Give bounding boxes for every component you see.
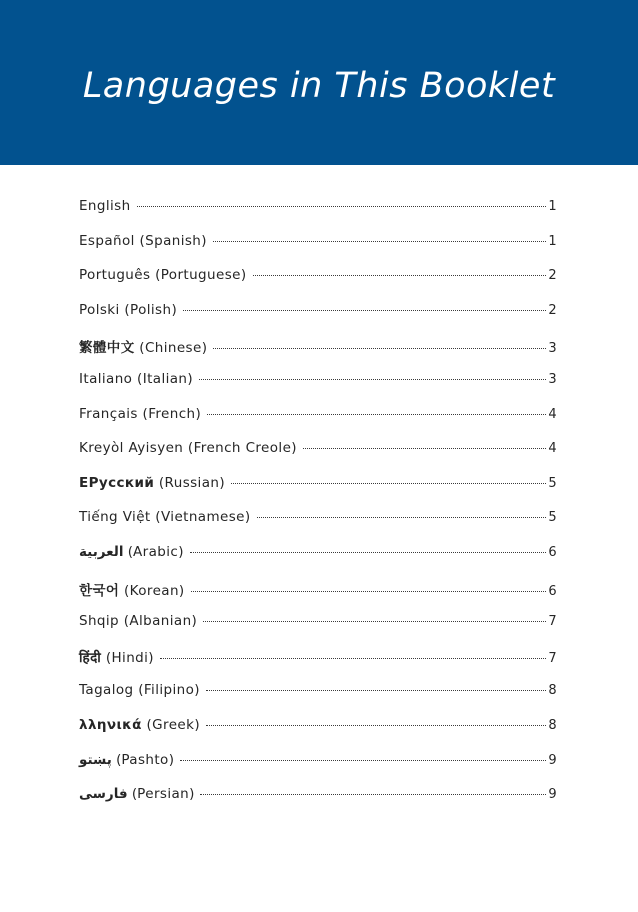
toc-entry-label: (Russian) (154, 474, 226, 491)
toc-entry-label: (Pashto) (111, 751, 174, 768)
toc-entry-label: Tiếng Việt (Vietnamese) (79, 509, 251, 526)
toc-entry-native-name: हिंदी (79, 649, 102, 666)
dot-leader (183, 310, 546, 311)
toc-entry-name (79, 752, 174, 768)
dot-leader (203, 621, 546, 622)
toc-entry-name (79, 233, 207, 249)
toc-entry[interactable] (79, 786, 557, 821)
toc-entry-native-name: 繁體中文 (79, 340, 135, 357)
toc-entry-name (79, 406, 201, 422)
dot-leader (253, 275, 547, 276)
toc-entry[interactable] (79, 717, 557, 752)
toc-entry-page-number: 8 (548, 683, 557, 699)
toc-entry-label: (Persian) (127, 786, 195, 803)
page-title: Languages in This Booklet (82, 66, 556, 106)
toc-entry[interactable] (79, 544, 557, 579)
dot-leader (213, 348, 546, 349)
toc-entry-label: (Korean) (119, 582, 185, 599)
toc-entry-name (79, 475, 225, 491)
dot-leader (190, 552, 547, 553)
dot-leader (257, 517, 547, 518)
toc-entry[interactable] (79, 579, 557, 614)
toc-entry-label: Kreyòl Ayisyen (French Creole) (79, 440, 297, 457)
toc-entry-page-number: 6 (548, 583, 557, 599)
toc-entry-page-number: 5 (548, 510, 557, 526)
toc-entry[interactable] (79, 371, 557, 406)
toc-entry[interactable] (79, 752, 557, 787)
dot-leader (160, 658, 546, 659)
toc-entry-label: Shqip (Albanian) (79, 613, 198, 630)
table-of-contents (79, 198, 557, 821)
toc-entry-native-name: العربية (79, 543, 124, 560)
toc-entry-label: Español (Spanish) (79, 232, 207, 249)
toc-entry-native-name: 한국어 (79, 582, 120, 599)
dot-leader (200, 794, 546, 795)
toc-entry-name (79, 613, 197, 629)
toc-entry[interactable] (79, 509, 557, 544)
toc-entry-label: (Chinese) (134, 340, 208, 357)
toc-entry-name (79, 786, 194, 802)
toc-entry-native-name: ЕРусский (79, 474, 155, 491)
toc-entry-page-number: 3 (548, 341, 557, 357)
toc-entry-page-number: 5 (548, 475, 557, 491)
toc-entry[interactable] (79, 648, 557, 683)
toc-entry[interactable] (79, 475, 557, 510)
toc-entry[interactable] (79, 302, 557, 337)
toc-entry-name (79, 302, 177, 318)
toc-entry-page-number: 2 (548, 302, 557, 318)
toc-entry-label: Tagalog (Filipino) (79, 682, 200, 699)
dot-leader (213, 241, 546, 242)
toc-entry-name (79, 336, 207, 356)
toc-entry[interactable] (79, 406, 557, 441)
toc-entry-name (79, 579, 185, 599)
toc-entry-name (79, 717, 200, 733)
toc-entry-page-number: 7 (548, 650, 557, 666)
toc-entry-name (79, 198, 131, 214)
toc-entry-name (79, 648, 154, 666)
toc-entry-page-number: 3 (548, 371, 557, 387)
toc-entry-page-number: 9 (548, 752, 557, 768)
toc-entry[interactable] (79, 440, 557, 475)
toc-entry[interactable] (79, 613, 557, 648)
toc-entry-label: (Greek) (141, 716, 200, 733)
dot-leader (180, 760, 546, 761)
toc-entry-page-number: 2 (548, 268, 557, 284)
toc-entry-page-number: 1 (548, 199, 557, 214)
toc-entry-native-name: پښتو (79, 751, 112, 768)
dot-leader (137, 206, 547, 207)
toc-entry[interactable] (79, 233, 557, 268)
dot-leader (191, 591, 547, 592)
dot-leader (199, 379, 546, 380)
dot-leader (207, 414, 546, 415)
toc-entry-name (79, 267, 247, 283)
toc-entry[interactable] (79, 336, 557, 371)
toc-entry-label: (Hindi) (101, 649, 154, 666)
toc-entry-name (79, 371, 193, 387)
toc-entry-label: Português (Portuguese) (79, 267, 247, 284)
dot-leader (231, 483, 546, 484)
dot-leader (303, 448, 546, 449)
toc-entry[interactable] (79, 198, 557, 233)
toc-entry-page-number: 9 (548, 787, 557, 803)
toc-entry-page-number: 8 (548, 717, 557, 733)
toc-entry-name (79, 509, 251, 525)
toc-entry[interactable] (79, 267, 557, 302)
toc-entry-label: Polski (Polish) (79, 301, 178, 318)
toc-entry-native-name: λληνικά (79, 716, 142, 733)
toc-entry-page-number: 6 (548, 544, 557, 560)
toc-entry-name (79, 544, 184, 560)
toc-entry-name (79, 682, 200, 698)
toc-entry-page-number: 4 (548, 441, 557, 457)
dot-leader (206, 690, 546, 691)
toc-entry-label: Italiano (Italian) (79, 370, 194, 387)
header-banner (0, 0, 638, 165)
toc-entry-page-number: 1 (548, 233, 557, 249)
toc-entry-label: (Arabic) (123, 543, 184, 560)
toc-entry[interactable] (79, 682, 557, 717)
toc-entry-name (79, 440, 297, 456)
dot-leader (206, 725, 546, 726)
toc-entry-label: Français (French) (79, 405, 202, 422)
toc-entry-label: English (79, 198, 131, 214)
toc-entry-page-number: 4 (548, 406, 557, 422)
toc-entry-page-number: 7 (548, 614, 557, 630)
toc-entry-native-name: فارسی (79, 786, 128, 803)
